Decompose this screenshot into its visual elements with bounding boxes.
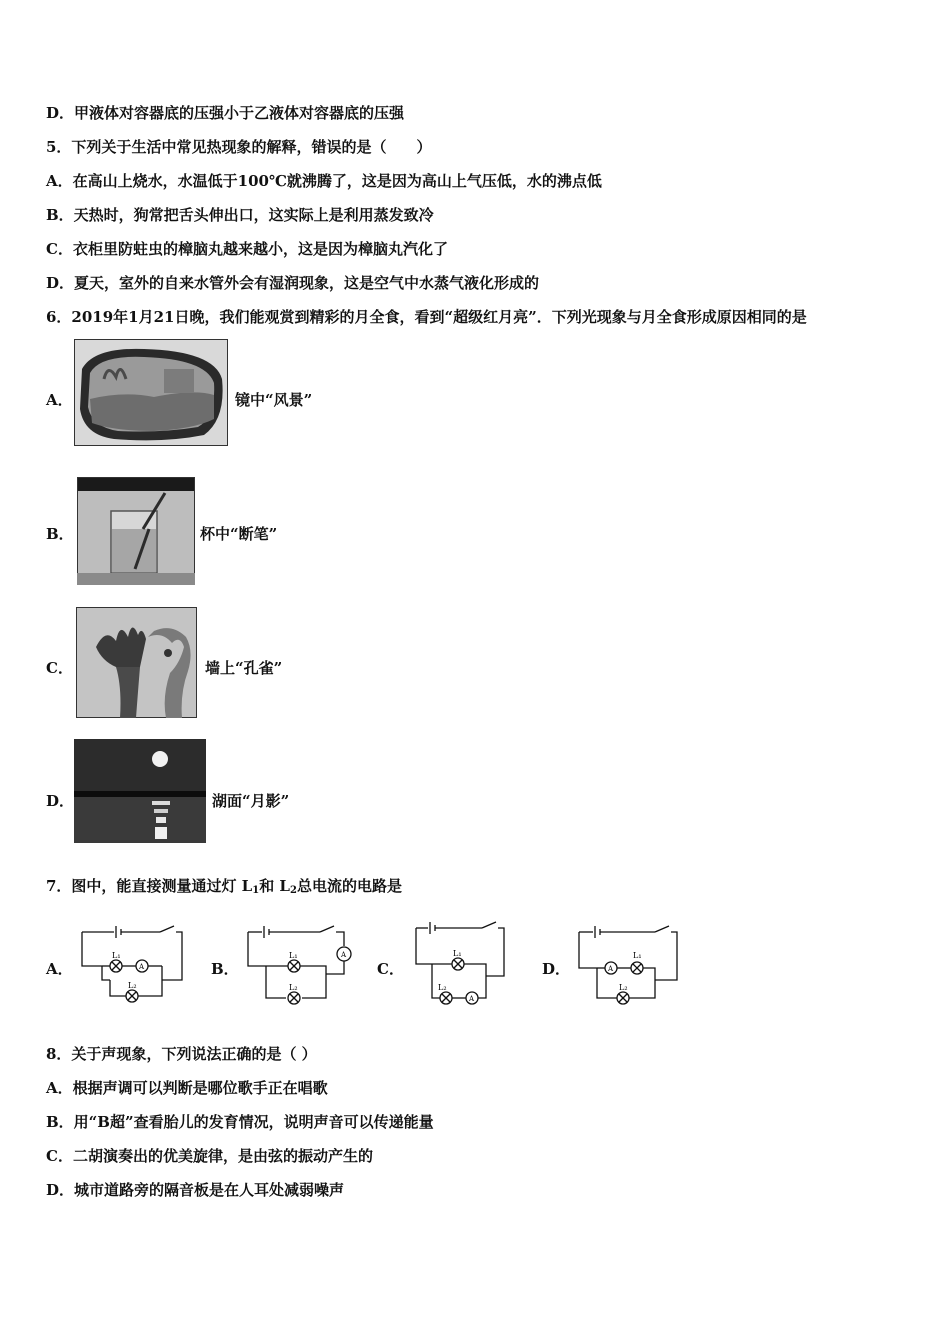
- moon-reflection-image: [74, 739, 206, 843]
- q6-option-b-label: B．: [46, 525, 74, 543]
- circuit-d-l1-label: L₁: [633, 951, 642, 960]
- car-mirror-image: [74, 339, 228, 446]
- circuit-c-diagram: [410, 914, 512, 1006]
- q6-option-c-label: C．: [46, 659, 73, 677]
- circuit-b-meter-label: A: [341, 951, 347, 959]
- circuit-c-l1-label: L₁: [453, 949, 462, 958]
- circuit-a-diagram: [76, 914, 188, 1006]
- q8-option-a: A．根据声调可以判断是哪位歌手正在唱歌: [46, 1079, 328, 1097]
- hand-shadow-image: [76, 607, 197, 718]
- circuit-a-meter-label: A: [139, 963, 145, 971]
- q7-option-c-label: C．: [377, 960, 404, 978]
- q4-option-d: D．甲液体对容器底的压强小于乙液体对容器底的压强: [46, 104, 405, 122]
- q7-option-d-label: D．: [542, 960, 571, 978]
- q8-option-d: D．城市道路旁的隔音板是在人耳处减弱噪声: [46, 1181, 345, 1199]
- circuit-a-l1-label: L₁: [112, 951, 121, 960]
- circuit-d-meter-label: A: [608, 965, 614, 973]
- circuit-c-meter-label: A: [469, 995, 475, 1003]
- circuit-d-l2-label: L₂: [619, 983, 628, 992]
- q5-option-a: A．在高山上烧水，水温低于100℃就沸腾了，这是因为高山上气压低，水的沸点低: [46, 172, 602, 190]
- pencil-in-glass-image: [77, 477, 195, 585]
- q5-option-b: B．天热时，狗常把舌头伸出口，这实际上是利用蒸发致冷: [46, 206, 434, 224]
- q6-stem: 6．2019年1月21日晚，我们能观赏到精彩的月全食，看到“超级红月亮”．下列光现象与月全食形成原因相同的是: [46, 308, 807, 326]
- circuit-b-l2-label: L₂: [289, 983, 298, 992]
- q6-option-a-caption: 镜中“风景”: [235, 391, 313, 409]
- circuit-b-l1-label: L₁: [289, 951, 298, 960]
- q5-option-c: C．衣柜里防蛀虫的樟脑丸越来越小，这是因为樟脑丸汽化了: [46, 240, 448, 258]
- q8-stem: 8．关于声现象，下列说法正确的是（ ）: [46, 1045, 317, 1063]
- q6-option-d-caption: 湖面“月影”: [212, 792, 290, 810]
- circuit-d-diagram: [573, 914, 683, 1006]
- circuit-c-l2-label: L₂: [438, 983, 447, 992]
- q6-option-b-caption: 杯中“断笔”: [200, 525, 278, 543]
- q7-option-b-label: B．: [211, 960, 239, 978]
- q5-stem: 5．下列关于生活中常见热现象的解释，错误的是（ ）: [46, 138, 432, 156]
- q8-option-c: C．二胡演奏出的优美旋律，是由弦的振动产生的: [46, 1147, 373, 1165]
- q6-option-d-label: D．: [46, 792, 75, 810]
- circuit-a-l2-label: L₂: [128, 981, 137, 990]
- q8-option-b: B．用“B超”查看胎儿的发育情况，说明声音可以传递能量: [46, 1113, 434, 1131]
- q6-option-c-caption: 墙上“孔雀”: [205, 659, 283, 677]
- q7-stem: 7．图中，能直接测量通过灯 $L_1$和 $L_2$总电流的电路是: [46, 877, 402, 896]
- q6-option-a-label: A．: [46, 391, 73, 409]
- circuit-b-diagram: [242, 914, 354, 1006]
- q7-option-a-label: A．: [46, 960, 73, 978]
- q5-option-d: D．夏天，室外的自来水管外会有湿润现象，这是空气中水蒸气液化形成的: [46, 274, 540, 292]
